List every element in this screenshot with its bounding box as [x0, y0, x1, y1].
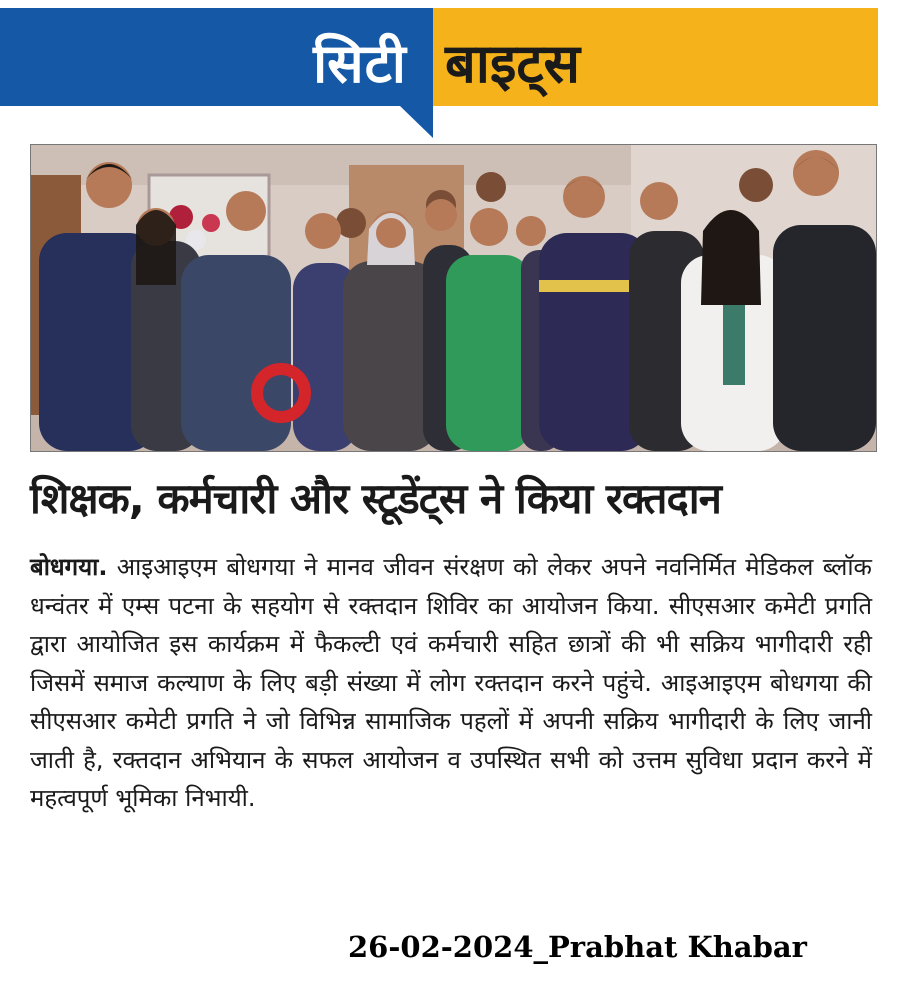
article-body: [30, 548, 872, 818]
section-banner: [0, 8, 898, 138]
banner-title-bytes: बाइट्स: [445, 32, 581, 95]
source-footer: 26-02-2024_Prabhat Khabar: [348, 930, 807, 964]
article-text: आइआइएम बोधगया ने मानव जीवन संरक्षण को लेकर अपने नवनिर्मित मेडिकल ब्लॉक धन्वंतर में एम्स पटना के सहयोग से रक्तदान शिविर का आयोजन किया. सीएसआर कमेटी प्रगति द्वारा आयोजित इस कार्यक्रम में फैकल्टी एवं कर्मचारी सहित छात्रों की भी सक्रिय भागीदारी रही जिसमें समाज कल्याण के लिए बड़ी संख्या में लोग रक्तदान करने पहुंचे. आइआइएम बोधगया की सीएसआर कमेटी प्रगति ने जो विभिन्न सामाजिक पहलों में अपनी सक्रिय भागीदारी के लिए जानी जाती है, रक्तदान अभियान के सफल आयोजन व उपस्थित सभी को उत्तम सुविधा प्रदान करने में महत्वपूर्ण भूमिका निभायी.: [30, 553, 872, 812]
group-photo-image: [31, 145, 876, 451]
article-dateline: बोधगया.: [30, 553, 108, 581]
group-photo: [30, 144, 877, 452]
article-headline: शिक्षक, कर्मचारी और स्टूडेंट्स ने किया रक्तदान: [30, 474, 721, 523]
banner-title-city: सिटी: [313, 32, 407, 95]
